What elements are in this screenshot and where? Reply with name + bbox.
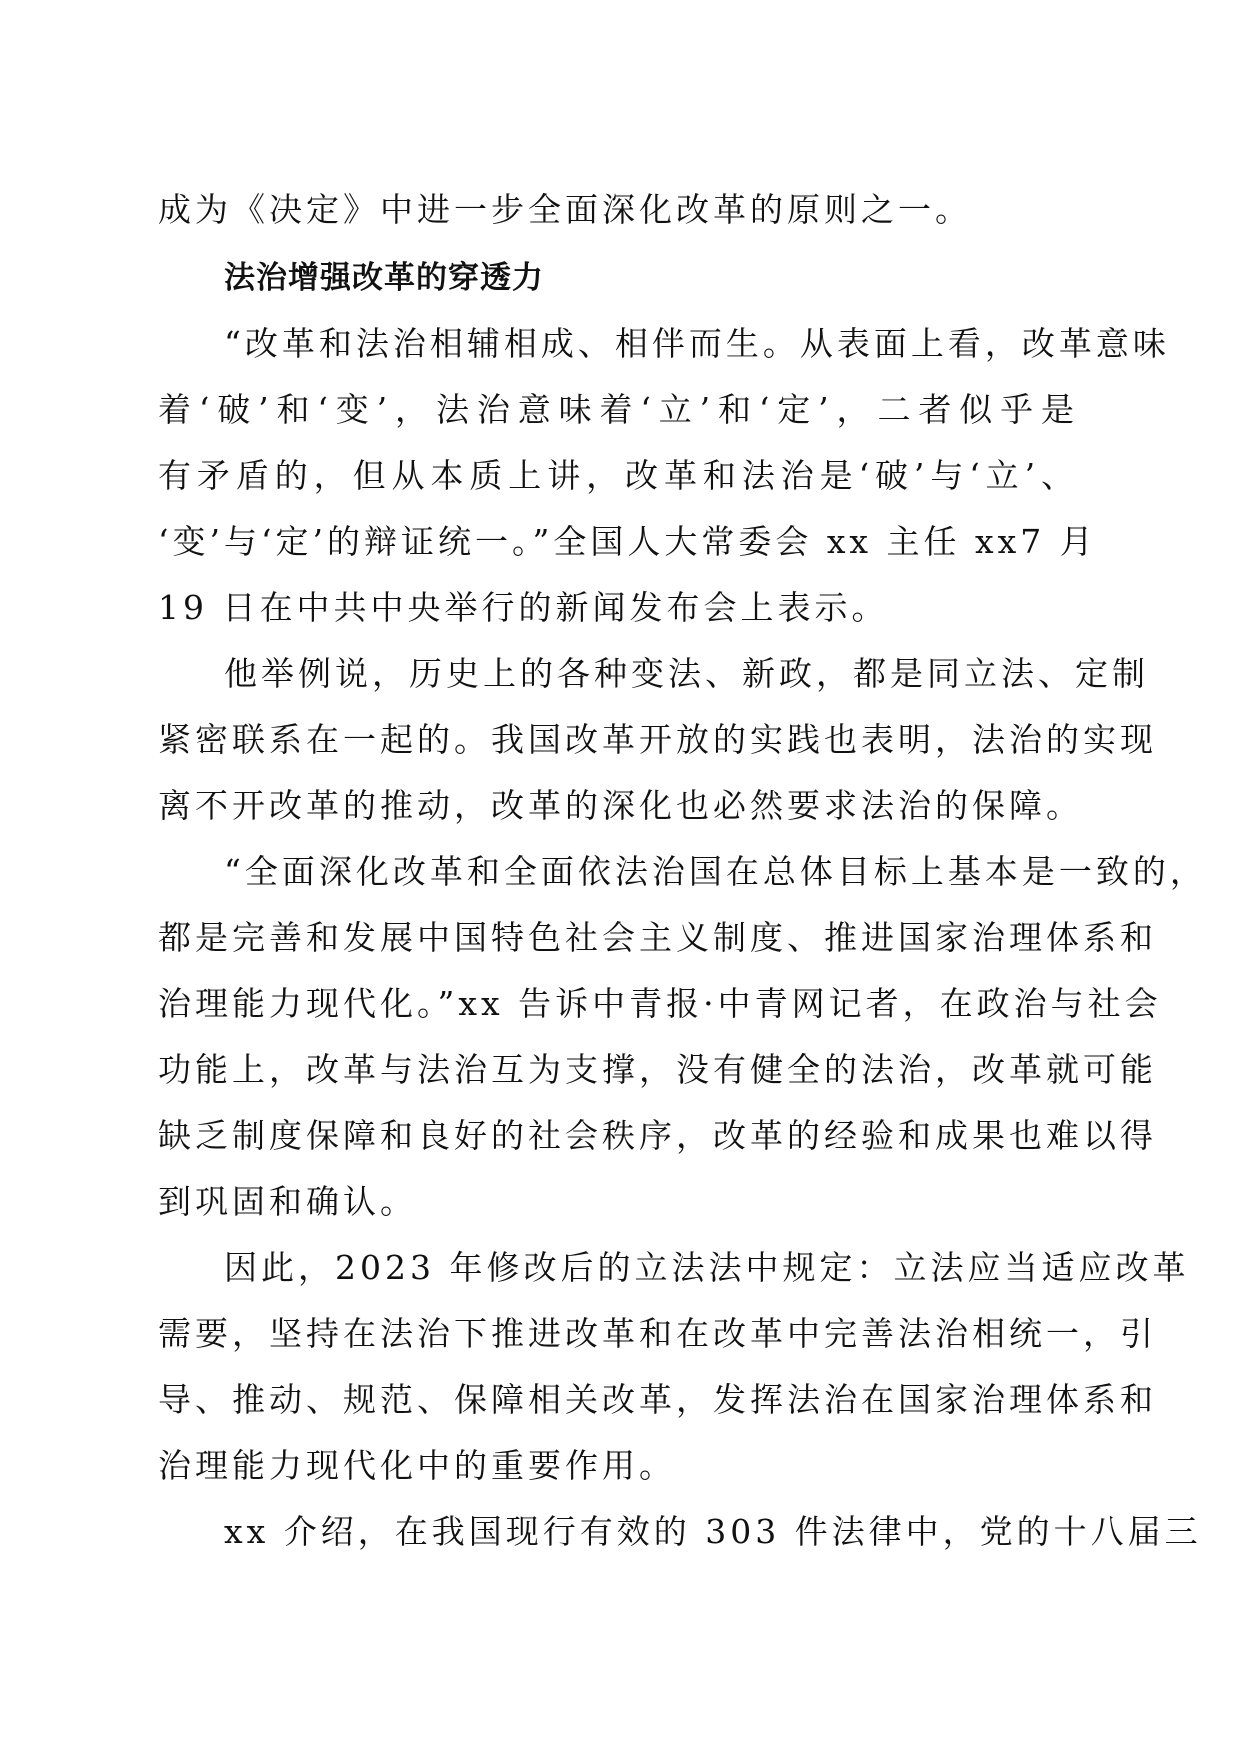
paragraph-line: 需要，坚持在法治下推进改革和在改革中完善法治相统一，引 <box>158 1314 1157 1353</box>
paragraph-line: 19 日在中共中央举行的新闻发布会上表示。 <box>158 588 889 627</box>
paragraph-line: “改革和法治相辅相成、相伴而生。从表面上看，改革意味 <box>224 324 1170 363</box>
paragraph-line: 治理能力现代化。”xx 告诉中青报·中青网记者，在政治与社会 <box>158 984 1162 1023</box>
paragraph-line: 都是完善和发展中国特色社会主义制度、推进国家治理体系和 <box>158 918 1157 957</box>
paragraph-line: 导、推动、规范、保障相关改革，发挥法治在国家治理体系和 <box>158 1380 1157 1419</box>
paragraph-line: 到巩固和确认。 <box>158 1182 417 1221</box>
paragraph-line: 有矛盾的，但从本质上讲，改革和法治是‘破’与‘立’、 <box>158 456 1078 495</box>
paragraph-line: 成为《决定》中进一步全面深化改革的原则之一。 <box>158 190 972 229</box>
paragraph-line: 治理能力现代化中的重要作用。 <box>158 1446 676 1485</box>
paragraph-line: xx 介绍，在我国现行有效的 303 件法律中，党的十八届三 <box>224 1512 1202 1551</box>
section-heading: 法治增强改革的穿透力 <box>224 260 544 296</box>
paragraph-line: 紧密联系在一起的。我国改革开放的实践也表明，法治的实现 <box>158 720 1157 759</box>
paragraph-line: 缺乏制度保障和良好的社会秩序，改革的经验和成果也难以得 <box>158 1116 1157 1155</box>
paragraph-line: ‘变’与‘定’的辩证统一。”全国人大常委会 xx 主任 xx7 月 <box>158 522 1097 561</box>
paragraph-line: 功能上，改革与法治互为支撑，没有健全的法治，改革就可能 <box>158 1050 1157 1089</box>
paragraph-line: 他举例说，历史上的各种变法、新政，都是同立法、定制 <box>224 654 1149 693</box>
paragraph-line: “全面深化改革和全面依法治国在总体目标上基本是一致的， <box>224 852 1207 891</box>
paragraph-line: 因此，2023 年修改后的立法法中规定：立法应当适应改革 <box>224 1248 1190 1287</box>
paragraph-line: 离不开改革的推动，改革的深化也必然要求法治的保障。 <box>158 786 1083 825</box>
paragraph-line: 着‘破’和‘变’，法治意味着‘立’和‘定’，二者似乎是 <box>158 390 1078 429</box>
